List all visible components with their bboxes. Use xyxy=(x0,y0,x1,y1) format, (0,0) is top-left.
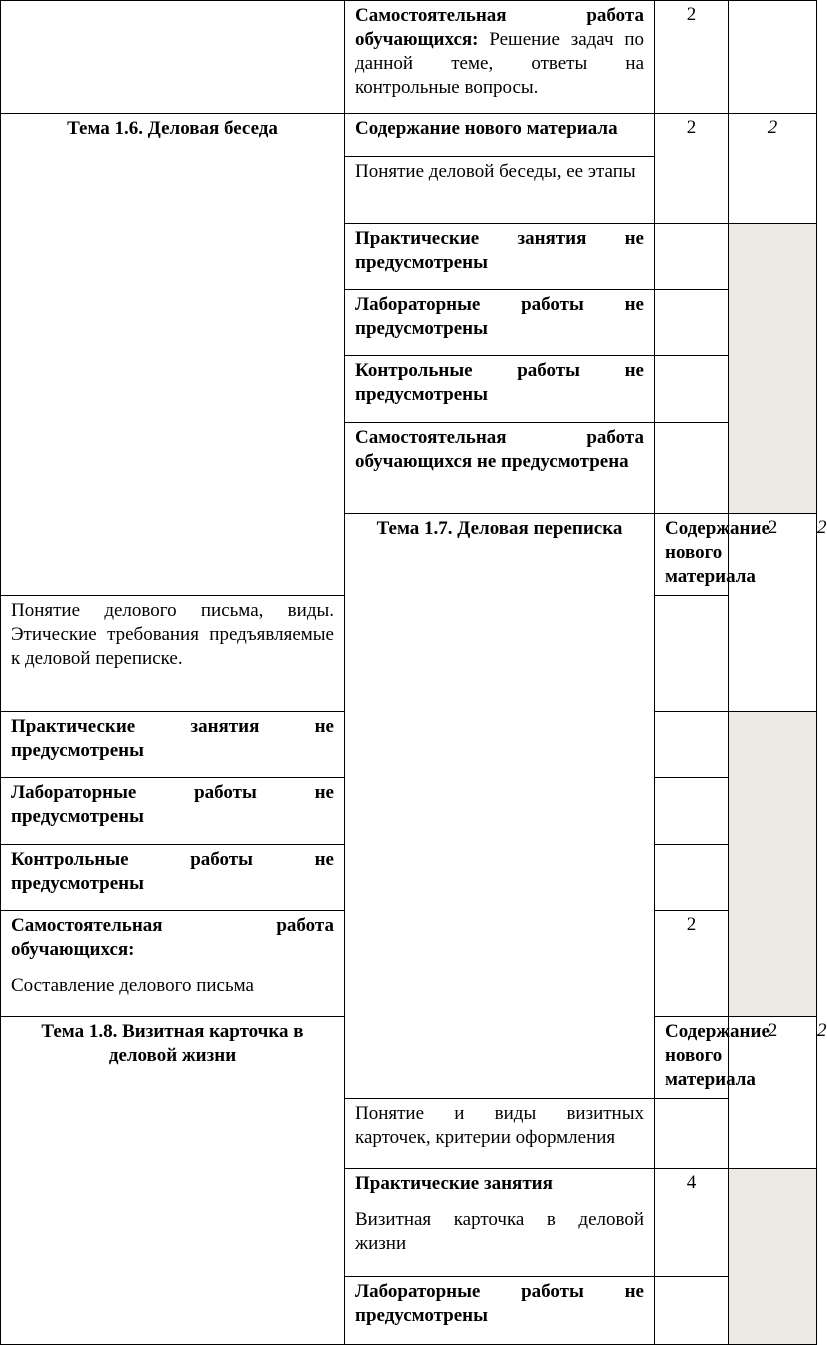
table-row: Тема 1.8. Визитная карточка в деловой жизни Содержание нового материала 2 2 xyxy=(1,1017,817,1099)
hours-cell-empty xyxy=(655,1277,729,1345)
level-cell: 2 xyxy=(729,114,817,224)
selfwork-label: Самостоятельная работа обучающихся: xyxy=(355,5,644,50)
topic-cell-empty xyxy=(1,1,345,114)
hours-cell: 4 xyxy=(655,1169,729,1277)
content-header: Содержание нового материала xyxy=(665,518,770,587)
hours-cell: 2 xyxy=(729,1017,817,1169)
selfwork-description: Составление делового письма xyxy=(11,975,254,996)
selfwork-cell: Самостоятельная работа обучающихся не предусмотрена xyxy=(345,423,655,514)
topic-title: Тема 1.7. Деловая переписка xyxy=(345,514,655,1099)
selfwork-cell xyxy=(1,911,345,1017)
practical-cell: Практические занятия не предусмотрены xyxy=(1,712,345,778)
selfwork-label: Самостоятельная работа обучающихся: xyxy=(11,915,334,960)
level-cell-empty xyxy=(729,1,817,114)
hours-cell: 2 xyxy=(655,114,729,224)
hours-cell: 2 xyxy=(655,911,729,1017)
lab-cell: Лабораторные работы не предусмотрены xyxy=(345,1277,655,1345)
selfwork-cell xyxy=(345,1,655,114)
topic-title: Тема 1.6. Деловая беседа xyxy=(1,114,345,596)
topic-title: Тема 1.8. Визитная карточка в деловой жизни xyxy=(1,1017,345,1345)
table-row: Тема 1.7. Деловая переписка Содержание нового материала 2 2 xyxy=(1,514,817,596)
hours-cell: 2 xyxy=(729,514,817,712)
content-header-cell xyxy=(655,514,770,596)
practical-label: Практические занятия xyxy=(355,1173,553,1194)
practical-cell xyxy=(345,1169,655,1277)
hours-cell-empty xyxy=(655,224,729,290)
hours-cell-empty xyxy=(655,778,729,845)
content-header: Содержание нового материала xyxy=(665,1021,770,1090)
control-cell: Контрольные работы не предусмотрены xyxy=(345,356,655,423)
hours-cell: 2 xyxy=(655,1,729,114)
practical-description: Визитная карточка в деловой жизни xyxy=(355,1209,644,1254)
hours-cell-empty xyxy=(655,712,729,778)
hours-cell-empty xyxy=(655,845,729,911)
hours-cell-empty xyxy=(655,423,729,514)
control-cell: Контрольные работы не предусмотрены xyxy=(1,845,345,911)
content-text-cell: Понятие и виды визитных карточек, критерии оформления xyxy=(345,1099,655,1169)
content-text-cell: Понятие деловой беседы, ее этапы xyxy=(345,157,655,224)
table-row xyxy=(1,1,817,114)
content-text-cell: Понятие делового письма, виды. Этические требования предъявляемые к деловой переписке. xyxy=(1,596,345,712)
practical-cell: Практические занятия не предусмотрены xyxy=(345,224,655,290)
lab-cell: Лабораторные работы не предусмотрены xyxy=(1,778,345,845)
content-header: Содержание нового материала xyxy=(355,118,618,139)
level-cell-shaded xyxy=(729,1169,817,1345)
content-header-cell xyxy=(345,114,655,157)
selfwork-description: Решение задач по данной теме, ответы на контрольные вопросы. xyxy=(355,29,645,98)
level-cell-shaded xyxy=(729,712,817,1017)
lab-cell: Лабораторные работы не предусмотрены xyxy=(345,290,655,356)
hours-cell-empty xyxy=(655,290,729,356)
table-row xyxy=(1,114,817,157)
hours-cell-empty xyxy=(655,356,729,423)
level-cell-shaded xyxy=(729,224,817,514)
content-header-cell xyxy=(655,1017,770,1099)
